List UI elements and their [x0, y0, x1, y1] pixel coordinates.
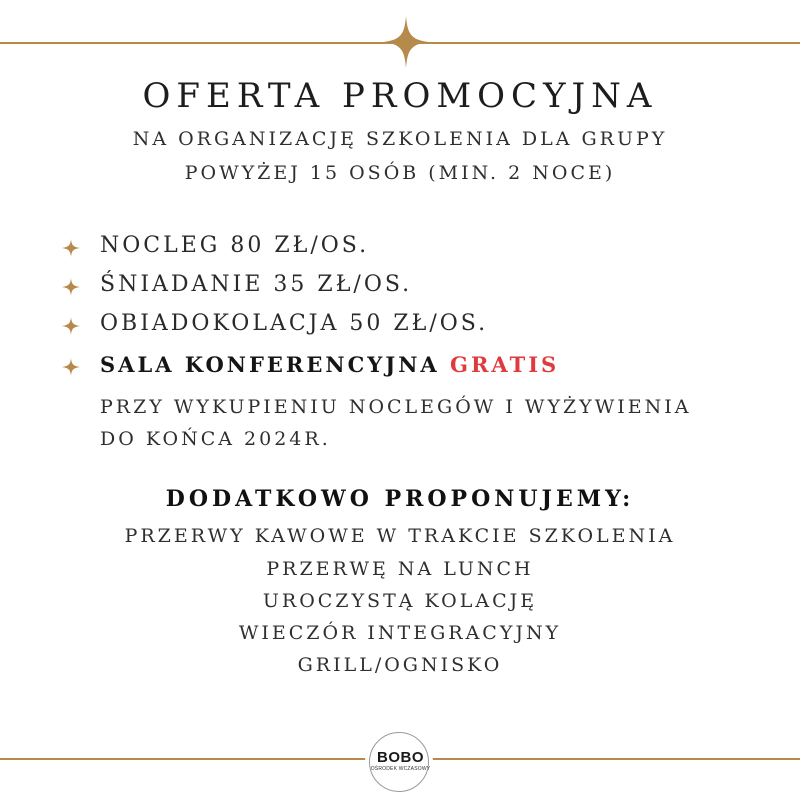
offer-item-label: ŚNIADANIE 35 ZŁ/OS.	[100, 272, 413, 297]
logo-circle	[369, 732, 429, 792]
top-star-icon	[383, 16, 429, 68]
subtitle-line-2: POWYŻEJ 15 OSÓB (MIN. 2 NOCE)	[184, 162, 616, 184]
gratis-highlight: GRATIS	[450, 352, 560, 377]
sparkle-icon	[62, 317, 80, 335]
extras-item: UROCZYSTĄ KOLACJĘ	[262, 590, 538, 612]
sparkle-icon	[62, 239, 80, 257]
logo-tagline: OŚRODEK WCZASOWY	[370, 766, 431, 772]
extras-item: WIECZÓR INTEGRACYJNY	[238, 622, 562, 644]
conference-detail-line-1: PRZY WYKUPIENIU NOCLEGÓW I WYŻYWIENIA	[100, 396, 692, 418]
extras-item: PRZERWĘ NA LUNCH	[266, 558, 534, 580]
extras-item: PRZERWY KAWOWE W TRAKCIE SZKOLENIA	[124, 525, 676, 547]
extras-heading: DODATKOWO PROPONUJEMY:	[165, 486, 635, 512]
logo-name: BOBO	[377, 749, 424, 766]
subtitle-line-1: NA ORGANIZACJĘ SZKOLENIA DLA GRUPY	[132, 128, 668, 150]
sparkle-icon	[62, 278, 80, 296]
logo	[365, 728, 433, 796]
conference-detail-line-2: DO KOŃCA 2024R.	[100, 428, 331, 450]
offer-item-label: NOCLEG 80 ZŁ/OS.	[100, 233, 370, 258]
sparkle-icon	[62, 358, 80, 376]
conference-room-name: SALA KONFERENCYJNA	[100, 352, 440, 377]
extras-item: GRILL/OGNISKO	[297, 654, 503, 676]
page-title: OFERTA PROMOCYJNA	[142, 76, 658, 116]
conference-label	[100, 352, 559, 377]
offer-item-label: OBIADOKOLACJA 50 ZŁ/OS.	[100, 311, 489, 336]
